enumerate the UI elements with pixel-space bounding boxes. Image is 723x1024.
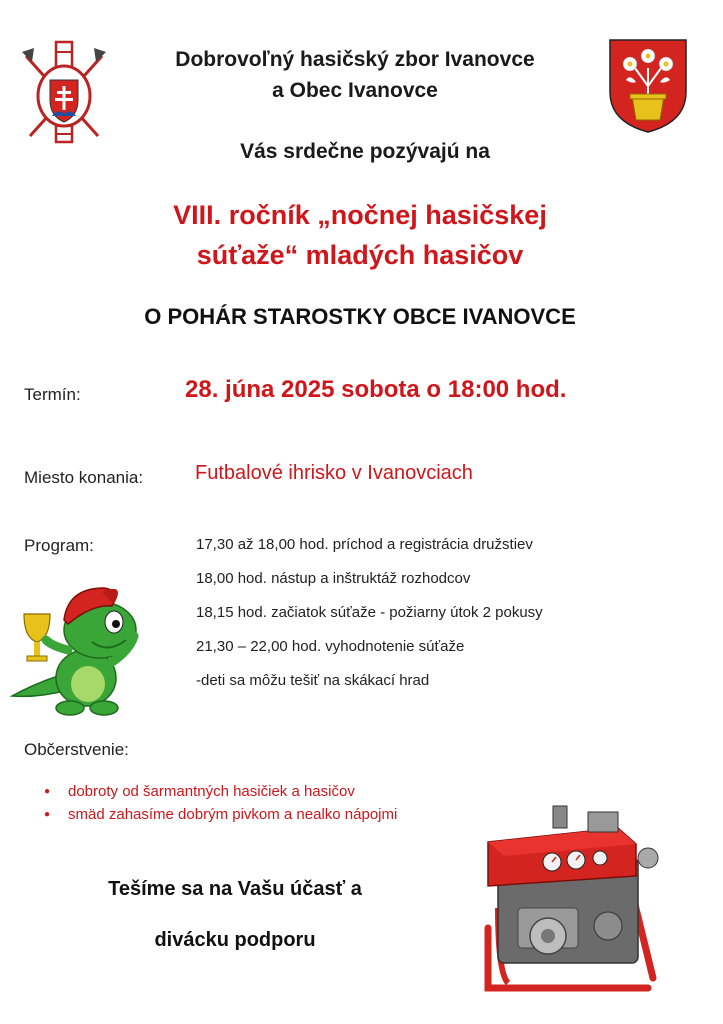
invite-text: Vás srdečne pozývajú na: [240, 140, 490, 163]
refreshments-list: [44, 780, 397, 826]
place-label: Miesto konania:: [24, 468, 144, 487]
program-item: -deti sa môžu tešiť na skákací hrad: [196, 672, 430, 689]
date-label: Termín:: [24, 385, 81, 404]
organizer-line-2: a Obec Ivanovce: [272, 79, 438, 102]
place-value: Futbalové ihrisko v Ivanovciach: [195, 462, 473, 484]
event-title-line-2: súťaže“ mladých hasičov: [196, 240, 524, 270]
list-item: ● smäd zahasíme dobrým pivkom a nealko nápojmi: [44, 803, 397, 826]
event-subtitle: O POHÁR STAROSTKY OBCE IVANOVCE: [144, 304, 576, 329]
coat-of-arms: [608, 38, 688, 134]
program-item: 18,00 hod. nástup a inštruktáž rozhodcov: [196, 570, 471, 587]
event-title: [60, 195, 660, 275]
event-title-line-1: VIII. ročník „nočnej hasičskej: [173, 200, 547, 230]
fire-pump-illustration: [468, 798, 678, 1003]
program-item: 21,30 – 22,00 hod. vyhodnotenie súťaže: [196, 638, 465, 655]
refreshments-label: Občerstvenie:: [24, 740, 129, 759]
program-item: 18,15 hod. začiatok súťaže - požiarny útok 2 pokusy: [196, 604, 543, 621]
organizer-heading: [110, 44, 600, 106]
program-item: 17,30 až 18,00 hod. príchod a registrácia družstiev: [196, 536, 533, 553]
closing-line-1: Tešíme sa na Vašu účasť a: [108, 878, 362, 900]
dragon-mascot-illustration: [8, 580, 144, 720]
list-item: ● dobroty od šarmantných hasičiek a hasičov: [44, 780, 397, 803]
date-value: 28. júna 2025 sobota o 18:00 hod.: [185, 376, 567, 403]
closing-line-2: divácku podporu: [154, 929, 316, 951]
fire-brigade-emblem: [20, 38, 108, 148]
program-label: Program:: [24, 536, 94, 555]
organizer-line-1: Dobrovoľný hasičský zbor Ivanovce: [175, 48, 535, 71]
